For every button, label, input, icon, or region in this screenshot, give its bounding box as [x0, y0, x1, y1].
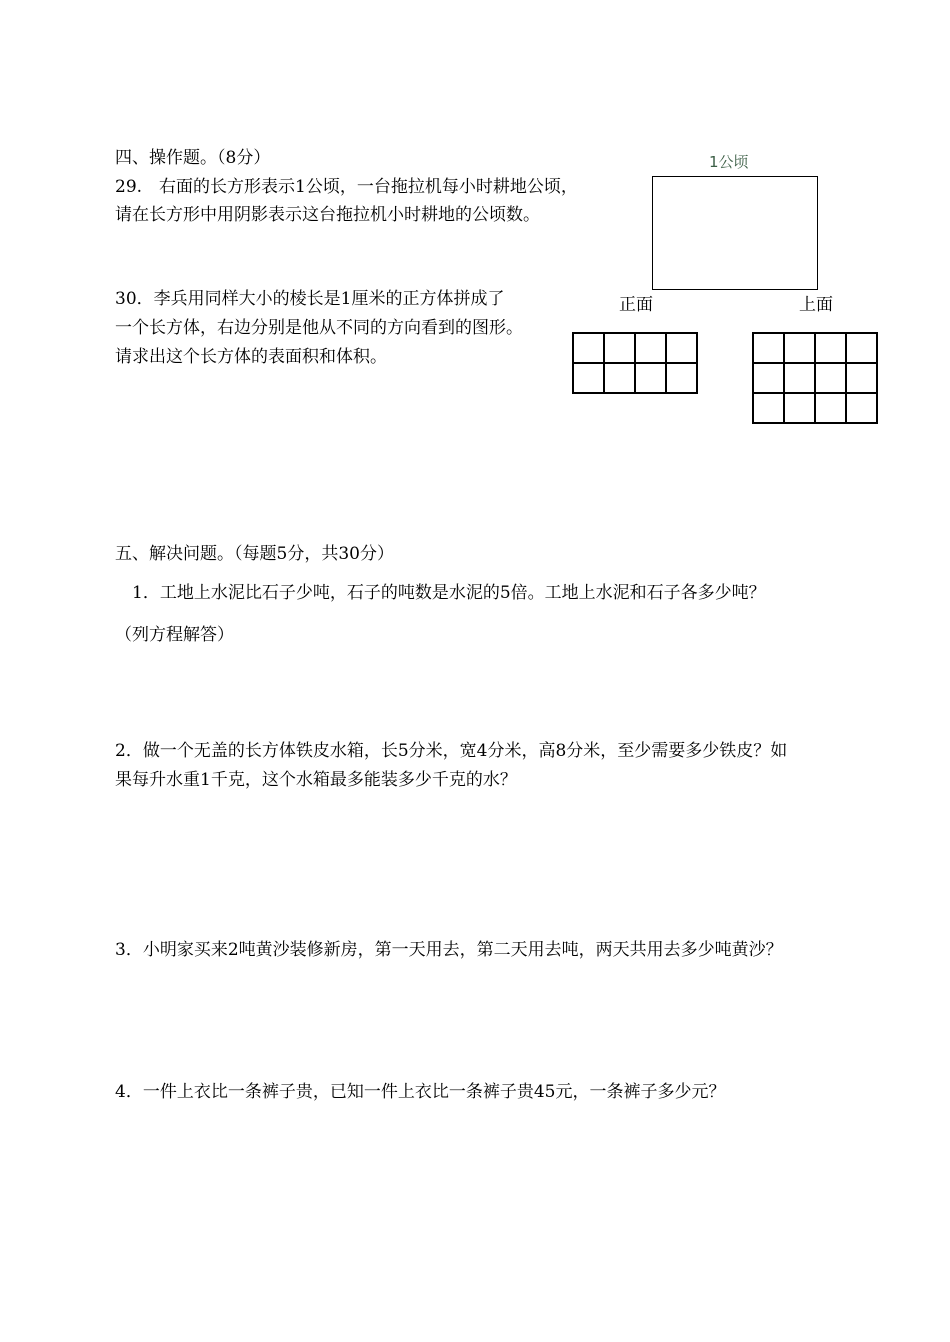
problem1-line1: 1．工地上水泥比石子少吨，石子的吨数是水泥的5倍。工地上水泥和石子各多少吨？ — [132, 583, 766, 603]
hectare-label: 1公顷 — [709, 153, 749, 171]
problem2-line1: 2．做一个无盖的长方体铁皮水箱，长5分米，宽4分米，高8分米，至少需要多少铁皮？如 — [115, 741, 788, 761]
hectare-rectangle — [652, 176, 818, 290]
problem4-line1: 4．一件上衣比一条裤子贵，已知一件上衣比一条裤子贵45元，一条裤子多少元？ — [115, 1082, 726, 1102]
q30-line1: 30．李兵用同样大小的棱长是1厘米的正方体拼成了 — [115, 289, 505, 309]
q30-line3: 请求出这个长方体的表面积和体积。 — [115, 347, 387, 367]
q29-line1: 29. 右面的长方形表示1公顷，一台拖拉机每小时耕地公顷， — [115, 177, 578, 197]
front-view-label: 正面 — [619, 295, 653, 315]
section5-heading: 五、解决问题。（每题5分，共30分） — [115, 544, 394, 564]
problem1-line2: （列方程解答） — [115, 625, 234, 645]
q30-line2: 一个长方体，右边分别是他从不同的方向看到的图形。 — [115, 318, 523, 338]
section4-heading: 四、操作题。（8分） — [115, 148, 271, 168]
q29-line2: 请在长方形中用阴影表示这台拖拉机小时耕地的公顷数。 — [115, 205, 540, 225]
front-view-grid — [572, 332, 698, 394]
problem2-line2: 果每升水重1千克，这个水箱最多能装多少千克的水？ — [115, 770, 517, 790]
top-view-grid — [752, 332, 878, 424]
problem3-line1: 3．小明家买来2吨黄沙装修新房，第一天用去，第二天用去吨，两天共用去多少吨黄沙？ — [115, 940, 783, 960]
top-view-label: 上面 — [799, 295, 833, 315]
